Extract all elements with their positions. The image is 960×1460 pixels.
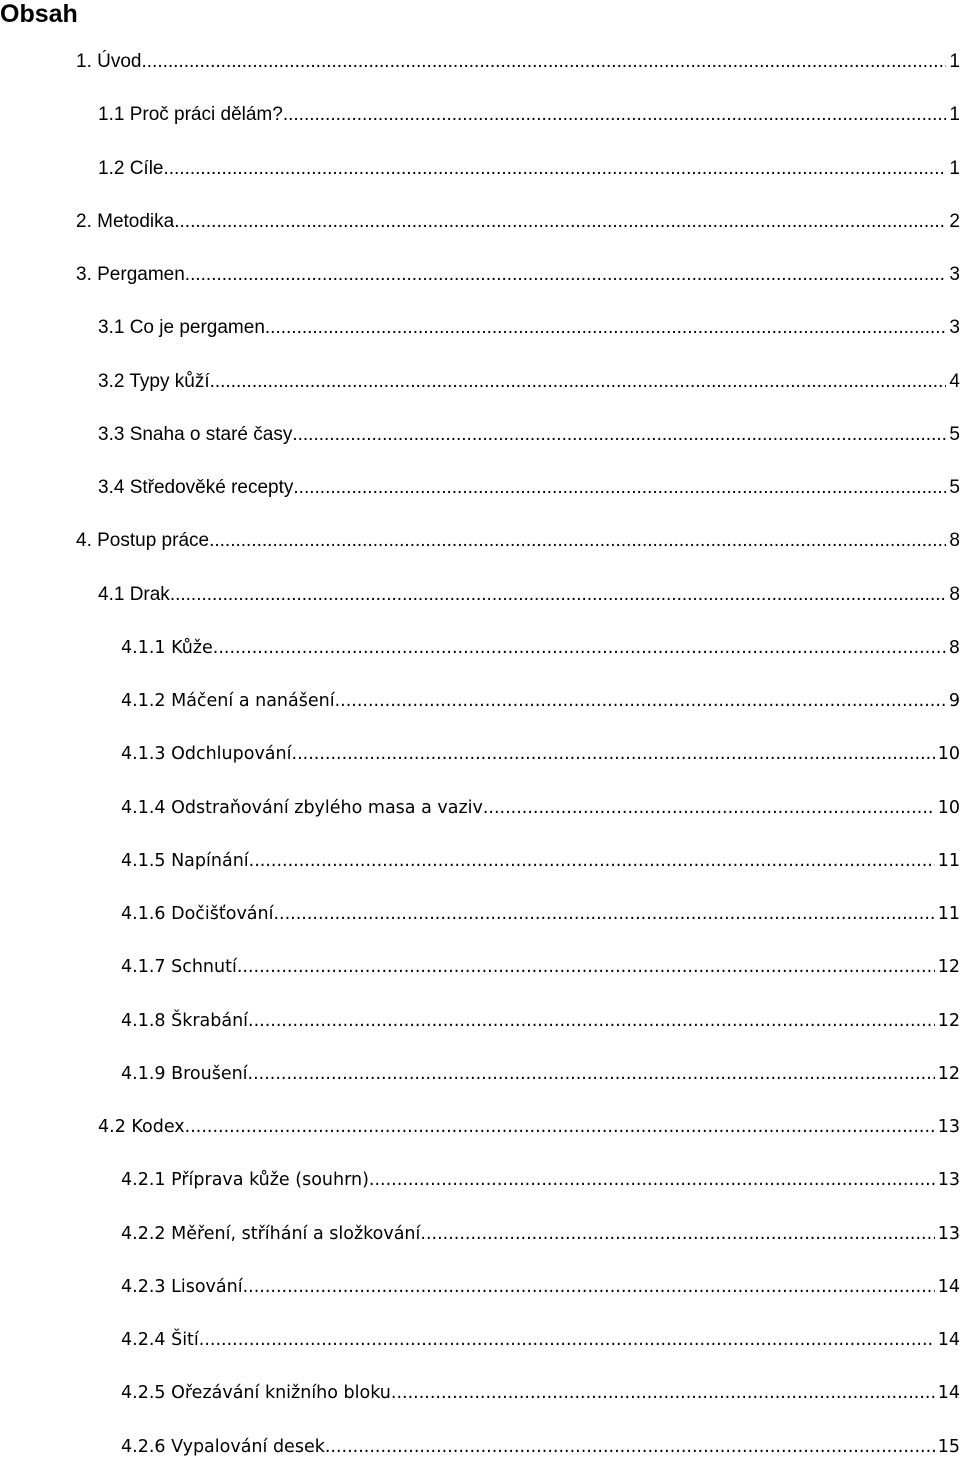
toc-dot-leader	[420, 1222, 934, 1246]
toc-entry-page-number: 1	[949, 104, 960, 126]
toc-entry-page-number: 9	[948, 691, 960, 711]
toc-entry-label: 4. Postup práce	[76, 530, 210, 552]
toc-dot-leader	[170, 583, 947, 607]
toc-entry-label: 4.1.9 Broušení	[121, 1063, 248, 1084]
toc-entry[interactable]	[121, 1324, 960, 1352]
toc-dot-leader	[209, 529, 946, 553]
toc-entry-label: 3.2 Typy kůží	[98, 370, 210, 392]
toc-entry[interactable]	[121, 1164, 960, 1192]
toc-entry-page-number: 2	[949, 210, 960, 232]
toc-dot-leader	[292, 423, 946, 447]
toc-entry[interactable]	[121, 792, 960, 820]
toc-entry-label: 3. Pergamen	[76, 264, 185, 285]
toc-entry-label: 4.2.3 Lisování	[121, 1276, 243, 1297]
toc-entry-label: 2. Metodika	[76, 210, 175, 232]
toc-entry[interactable]	[98, 579, 960, 607]
page-title: Obsah	[0, 0, 78, 28]
toc-entry-label: 4.1.6 Dočišťování	[121, 904, 274, 924]
toc-entry[interactable]	[98, 312, 960, 340]
toc-dot-leader	[369, 1168, 935, 1192]
toc-entry-page-number: 14	[937, 1276, 960, 1297]
toc-dot-leader	[483, 796, 935, 820]
toc-dot-leader	[265, 316, 947, 340]
toc-entry-page-number: 14	[937, 1330, 960, 1350]
toc-entry-label: 4.1.5 Napínání	[121, 850, 249, 871]
toc-entry-label: 3.3 Snaha o staré časy	[98, 423, 293, 445]
toc-entry[interactable]	[121, 1431, 960, 1459]
toc-entry-label: 4.2.5 Ořezávání knižního bloku	[121, 1383, 391, 1404]
toc-dot-leader	[237, 955, 935, 979]
toc-entry-page-number: 13	[937, 1117, 960, 1137]
toc-entry[interactable]	[121, 738, 960, 766]
toc-entry-page-number: 12	[937, 1063, 960, 1084]
toc-entry-page-number: 10	[937, 797, 960, 818]
toc-entry-label: 4.2.6 Vypalování desek	[121, 1436, 325, 1457]
toc-entry[interactable]	[98, 99, 960, 127]
toc-entry-label: 4.1.3 Odchlupování	[121, 744, 292, 765]
toc-entry-page-number: 1	[949, 51, 960, 72]
toc-entry[interactable]	[121, 1218, 960, 1246]
toc-dot-leader	[249, 849, 935, 873]
toc-entry-label: 3.1 Co je pergamen	[98, 317, 265, 339]
toc-entry-label: 1.2 Cíle	[98, 157, 164, 179]
toc-dot-leader	[293, 476, 946, 500]
toc-entry-page-number: 3	[949, 264, 960, 285]
toc-entry[interactable]	[121, 1271, 960, 1299]
toc-dot-leader	[163, 157, 946, 181]
toc-dot-leader	[185, 1115, 935, 1139]
toc-entry[interactable]	[121, 1058, 960, 1086]
toc-entry-label: 4.1.8 Škrabání	[121, 1010, 249, 1031]
toc-dot-leader	[185, 263, 947, 287]
toc-dot-leader	[292, 742, 935, 766]
toc-entry-page-number: 10	[937, 744, 960, 765]
toc-dot-leader	[141, 50, 946, 74]
toc-entry-page-number: 13	[937, 1223, 960, 1244]
toc-entry[interactable]	[98, 472, 960, 500]
toc-entry-page-number: 12	[937, 957, 960, 978]
toc-entry-label: 4.1 Drak	[98, 583, 170, 605]
toc-entry-page-number: 13	[937, 1170, 960, 1191]
toc-entry-label: 4.1.2 Máčení a nanášení	[121, 691, 335, 711]
toc-entry-label: 4.1.4 Odstraňování zbylého masa a vaziv	[121, 797, 483, 818]
toc-entry[interactable]	[121, 951, 960, 979]
toc-entry[interactable]	[76, 259, 960, 287]
toc-entry-page-number: 11	[937, 850, 960, 871]
toc-entry[interactable]	[121, 1005, 960, 1033]
toc-dot-leader	[273, 902, 934, 926]
toc-entry-page-number: 4	[949, 370, 960, 392]
toc-entry[interactable]	[76, 525, 960, 553]
toc-entry-label: 4.2.2 Měření, stříhání a složkování	[121, 1223, 421, 1244]
toc-entry[interactable]	[98, 419, 960, 447]
toc-entry-label: 1. Úvod	[76, 51, 142, 72]
toc-entry-label: 4.1.7 Schnutí	[121, 957, 237, 978]
toc-entry-page-number: 5	[949, 423, 960, 445]
toc-dot-leader	[174, 210, 946, 234]
toc-dot-leader	[243, 1275, 935, 1299]
toc-entry[interactable]	[121, 632, 960, 660]
toc-dot-leader	[213, 636, 946, 660]
toc-entry[interactable]	[121, 845, 960, 873]
toc-entry[interactable]	[121, 685, 960, 713]
toc-entry-page-number: 3	[949, 317, 960, 339]
toc-dot-leader	[248, 1009, 935, 1033]
toc-dot-leader	[391, 1381, 935, 1405]
toc-entry[interactable]	[121, 1377, 960, 1405]
toc-entry-page-number: 15	[937, 1436, 960, 1457]
toc-entry-label: 3.4 Středověké recepty	[98, 477, 294, 498]
toc-entry[interactable]	[98, 1111, 960, 1139]
toc-entry[interactable]	[98, 153, 960, 181]
toc-entry[interactable]	[76, 46, 960, 74]
toc-entry-page-number: 8	[949, 530, 960, 552]
toc-entry-label: 4.2.4 Šití	[121, 1330, 199, 1350]
toc-entry-page-number: 8	[948, 637, 960, 658]
toc-dot-leader	[283, 103, 947, 127]
toc-entry-page-number: 11	[937, 904, 960, 924]
toc-entry[interactable]	[121, 898, 960, 926]
toc-dot-leader	[248, 1062, 935, 1086]
toc-entry-label: 4.2.1 Příprava kůže (souhrn)	[121, 1170, 369, 1191]
toc-entry-page-number: 14	[937, 1383, 960, 1404]
toc-dot-leader	[325, 1435, 935, 1459]
toc-entry-label: 1.1 Proč práci dělám?	[98, 104, 283, 126]
toc-entry-page-number: 1	[949, 157, 960, 179]
toc-entry-label: 4.2 Kodex	[98, 1117, 185, 1137]
toc-entry[interactable]	[98, 366, 960, 394]
toc-dot-leader	[335, 689, 946, 713]
toc-entry-page-number: 12	[937, 1010, 960, 1031]
toc-entry[interactable]	[76, 206, 960, 234]
toc-entry-label: 4.1.1 Kůže	[121, 637, 213, 658]
toc-entry-page-number: 5	[949, 477, 960, 498]
toc-entry-page-number: 8	[949, 583, 960, 605]
toc-dot-leader	[199, 1328, 935, 1352]
toc-dot-leader	[210, 370, 947, 394]
